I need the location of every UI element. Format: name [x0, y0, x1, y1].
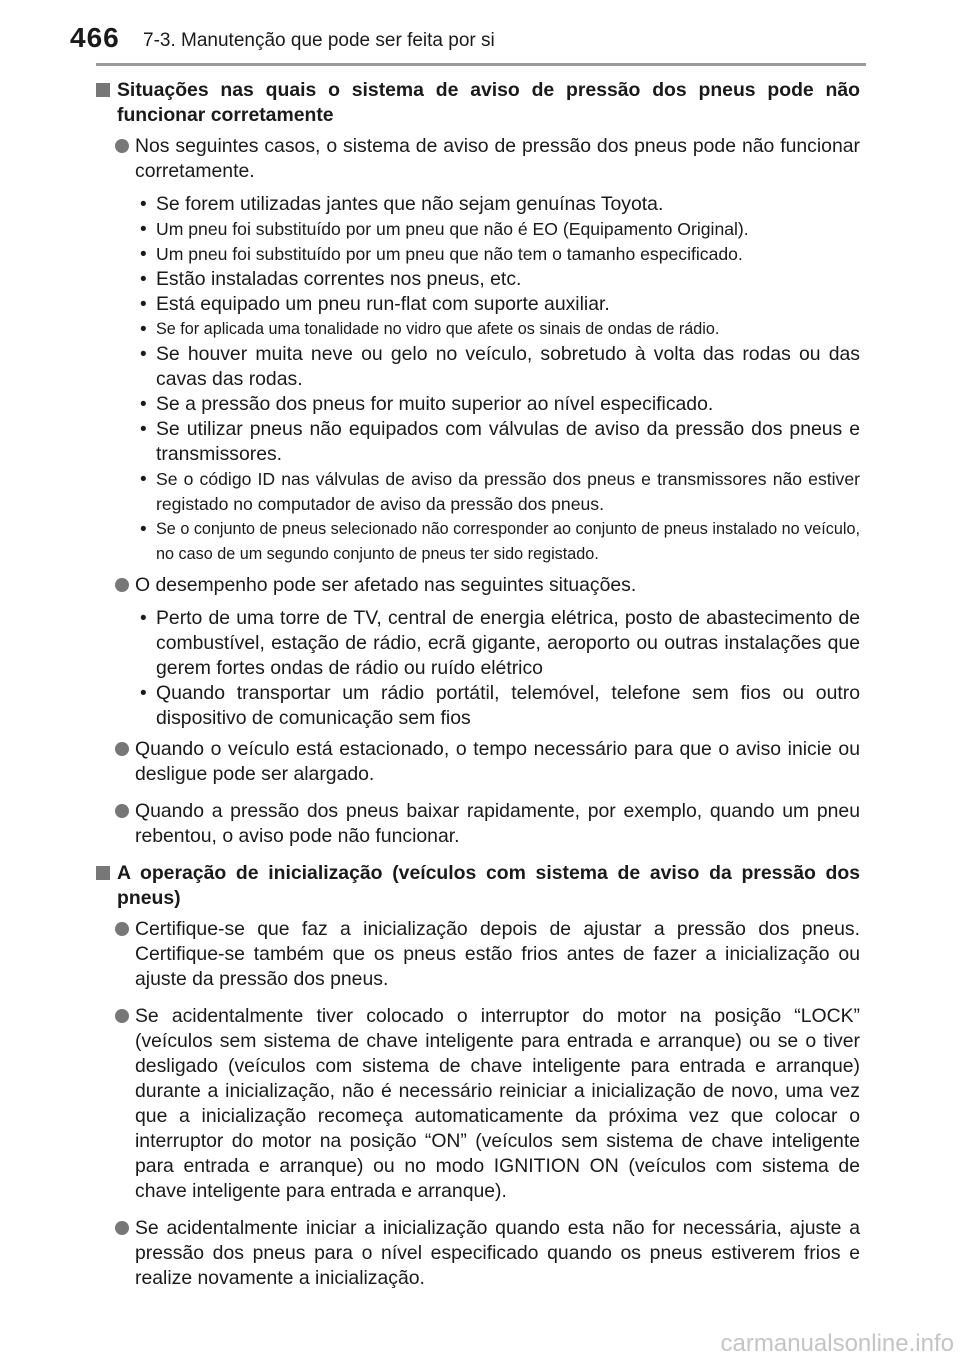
round-bullet-icon — [115, 742, 129, 756]
sub-item-text: Um pneu foi substituído por um pneu que não é EO (Equipamento Original). — [156, 219, 749, 239]
list-item — [96, 737, 860, 787]
dot-bullet-icon: • — [140, 344, 147, 365]
sub-item-text: Se houver muita neve ou gelo no veículo, sobretudo à volta das rodas ou das cavas das rodas. — [156, 343, 860, 390]
dot-bullet-icon: • — [140, 194, 147, 215]
section-title: A operação de inicialização (veículos com sistema de aviso da pressão dos pneus) — [117, 862, 860, 909]
sub-list-item — [138, 681, 860, 731]
sub-item-text: Se a pressão dos pneus for muito superior ao nível especificado. — [156, 393, 714, 415]
section-title: Situações nas quais o sistema de aviso de pressão dos pneus pode não funcionar corretamente — [117, 79, 860, 126]
section-heading — [96, 78, 860, 128]
page-footer — [0, 1322, 960, 1362]
sub-list-item — [138, 267, 860, 292]
sub-list-item — [138, 467, 860, 517]
dot-bullet-icon: • — [140, 469, 147, 490]
bullet-text: Quando a pressão dos pneus baixar rapidamente, por exemplo, quando um pneu rebentou, o aviso pode não funcionar. — [135, 800, 860, 847]
dot-bullet-icon: • — [140, 319, 147, 340]
dot-bullet-icon: • — [140, 419, 147, 440]
page-header — [0, 0, 960, 70]
bullet-text: Se acidentalmente tiver colocado o interruptor do motor na posição “LOCK” (veículos sem sistema de chave inteligente para entrada e arranque) ou se o tiver desligado (veículos com sistema de chave inteligente para entrada e arranque) durante a inicialização, não é necessário reiniciar a inicialização de novo, uma vez que a inicialização recomeça automaticamente da próxima vez que colocar o interruptor do motor na posição “ON” (veículos sem sistema de chave inteligente para entrada e arranque) ou no modo IGNITION ON (veículos com sistema de chave inteligente para entrada e arranque). — [135, 1005, 860, 1202]
sub-item-text: Quando transportar um rádio portátil, telemóvel, telefone sem fios ou outro dispositivo de comunicação sem fios — [156, 682, 860, 729]
sub-item-text: Estão instaladas correntes nos pneus, etc. — [156, 268, 522, 290]
sub-list-item — [138, 417, 860, 467]
list-item — [96, 917, 860, 992]
dot-bullet-icon: • — [140, 608, 147, 629]
sub-list-item — [138, 317, 860, 342]
sub-list-item — [138, 192, 860, 217]
dot-bullet-icon: • — [140, 219, 147, 240]
round-bullet-icon — [115, 139, 129, 153]
list-item — [96, 799, 860, 849]
sub-item-text: Se o código ID nas válvulas de aviso da pressão dos pneus e transmissores não estiver registado no computador de aviso da pressão dos pneus. — [156, 469, 860, 514]
header-divider — [96, 63, 866, 66]
round-bullet-icon — [115, 1009, 129, 1023]
dot-bullet-icon: • — [140, 683, 147, 704]
bullet-text: Se acidentalmente iniciar a inicialização quando esta não for necessária, ajuste a pressão dos pneus para o nível especificado quando os pneus estiverem frios e realize novamente a inicialização. — [135, 1217, 860, 1289]
list-item — [96, 1004, 860, 1204]
sub-item-text: Perto de uma torre de TV, central de energia elétrica, posto de abastecimento de combustível, estação de rádio, ecrã gigante, aeroporto ou outras instalações que gerem fortes ondas de rádio ou ruído elétrico — [156, 607, 860, 679]
round-bullet-icon — [115, 578, 129, 592]
sub-list-item — [138, 217, 860, 242]
sub-list-item — [138, 292, 860, 317]
sub-item-text: Está equipado um pneu run-flat com suporte auxiliar. — [156, 293, 610, 315]
list-item — [96, 134, 860, 184]
bullet-text: Certifique-se que faz a inicialização depois de ajustar a pressão dos pneus. Certifique-se também que os pneus estão frios antes de fazer a inicialização ou ajuste da pressão dos pneus. — [135, 918, 860, 990]
bullet-text: O desempenho pode ser afetado nas seguintes situações. — [135, 574, 637, 596]
sub-list — [96, 606, 860, 731]
dot-bullet-icon: • — [140, 294, 147, 315]
sub-list — [96, 192, 860, 567]
sub-list-item — [138, 517, 860, 567]
round-bullet-icon — [115, 1221, 129, 1235]
sub-item-text: Um pneu foi substituído por um pneu que não tem o tamanho especificado. — [156, 244, 743, 264]
bullet-text: Nos seguintes casos, o sistema de aviso de pressão dos pneus pode não funcionar corretamente. — [135, 135, 860, 182]
sub-list-item — [138, 342, 860, 392]
list-item — [96, 573, 860, 598]
sub-item-text: Se o conjunto de pneus selecionado não corresponder ao conjunto de pneus instalado no veículo, no caso de um segundo conjunto de pneus ter sido registado. — [156, 520, 860, 563]
sub-item-text: Se for aplicada uma tonalidade no vidro que afete os sinais de ondas de rádio. — [156, 320, 720, 338]
page-content — [96, 78, 860, 1291]
bullet-text: Quando o veículo está estacionado, o tempo necessário para que o aviso inicie ou desligue pode ser alargado. — [135, 738, 860, 785]
round-bullet-icon — [115, 804, 129, 818]
square-bullet-icon — [96, 83, 110, 97]
dot-bullet-icon: • — [140, 519, 147, 540]
sub-list-item — [138, 606, 860, 681]
square-bullet-icon — [96, 866, 110, 880]
dot-bullet-icon: • — [140, 394, 147, 415]
watermark: carmanualsonline.info — [720, 1330, 954, 1357]
section-heading — [96, 861, 860, 911]
chapter-title: 7-3. Manutenção que pode ser feita por si — [143, 30, 495, 51]
dot-bullet-icon: • — [140, 269, 147, 290]
sub-list-item — [138, 242, 860, 267]
dot-bullet-icon: • — [140, 244, 147, 265]
list-item — [96, 1216, 860, 1291]
sub-list-item — [138, 392, 860, 417]
sub-item-text: Se utilizar pneus não equipados com válvulas de aviso da pressão dos pneus e transmissores. — [156, 418, 860, 465]
round-bullet-icon — [115, 922, 129, 936]
page-number: 466 — [70, 22, 120, 53]
sub-item-text: Se forem utilizadas jantes que não sejam genuínas Toyota. — [156, 193, 664, 215]
